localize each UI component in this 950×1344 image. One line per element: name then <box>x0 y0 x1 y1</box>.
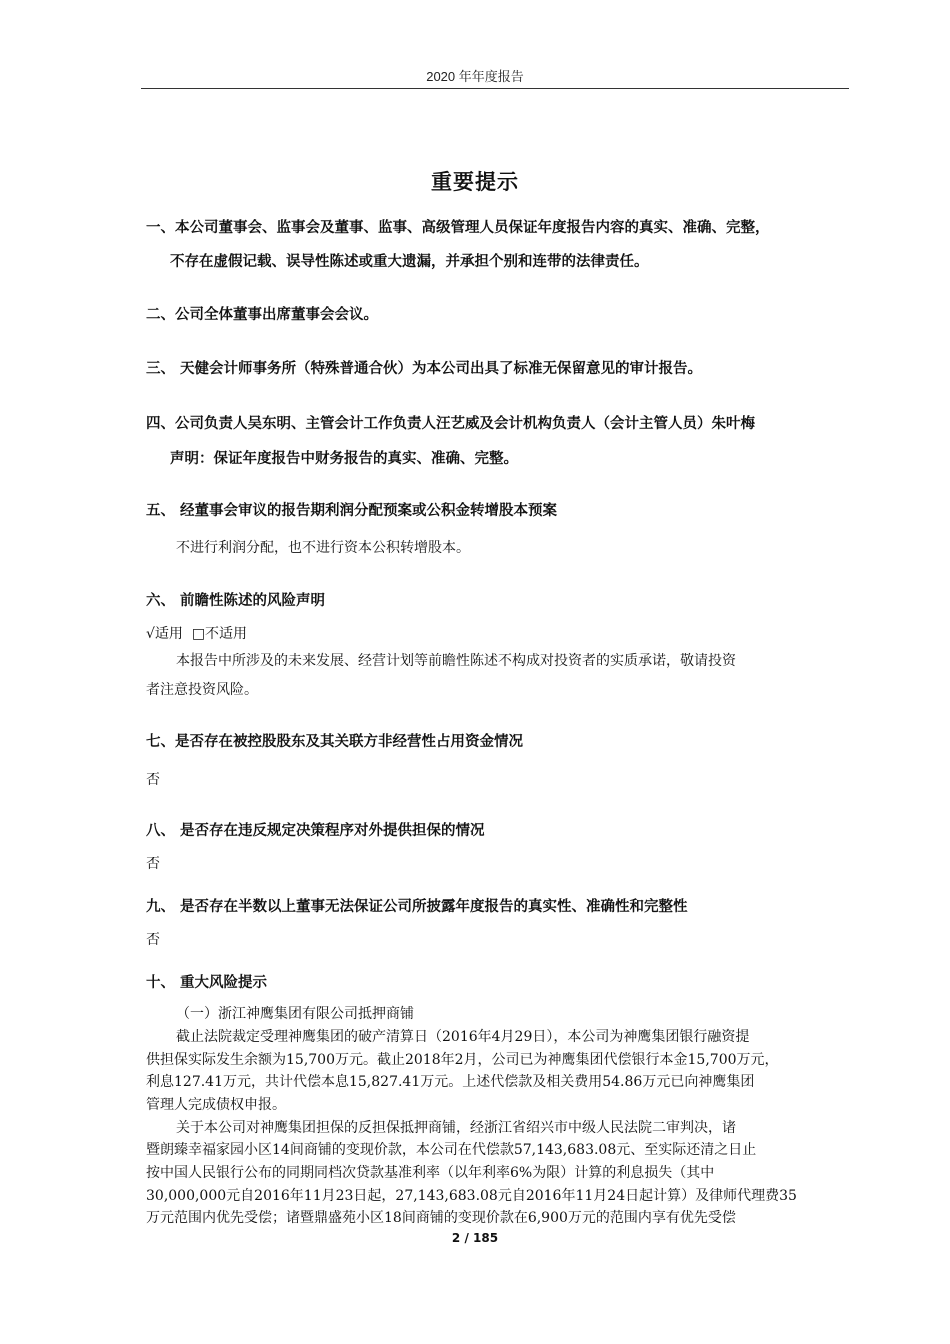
item-6-body-line-2: 者注意投资风险。 <box>146 682 258 698</box>
item-10-para-1-line-1: 截止法院裁定受理神鹰集团的破产清算日（2016年4月29日），本公司为神鹰集团银行融资提 <box>176 1029 750 1045</box>
item-6-heading: 六、 前瞻性陈述的风险声明 <box>146 593 326 609</box>
page-title: 重要提示 <box>431 170 519 194</box>
item-10-heading: 十、 重大风险提示 <box>146 975 268 991</box>
item-4-line-2: 声明：保证年度报告中财务报告的真实、准确、完整。 <box>170 451 518 467</box>
item-7-heading: 七、是否存在被控股股东及其关联方非经营性占用资金情况 <box>146 734 523 750</box>
item-1-line-1: 一、本公司董事会、监事会及董事、监事、高级管理人员保证年度报告内容的真实、准确、完整， <box>146 220 770 236</box>
item-10-para-1-line-3: 利息127.41万元，共计代偿本息15,827.41万元。上述代偿款及相关费用54.86万元已向神鹰集团 <box>146 1074 755 1090</box>
item-5-heading: 五、 经董事会审议的报告期利润分配预案或公积金转增股本预案 <box>146 503 558 519</box>
item-10-para-2-line-3: 按中国人民银行公布的同期同档次贷款基准利率（以年利率6%为限）计算的利息损失（其中 <box>146 1165 715 1181</box>
item-8-heading: 八、 是否存在违反规定决策程序对外提供担保的情况 <box>146 823 485 839</box>
running-header: 2020 年年度报告 <box>426 69 524 84</box>
item-4-line-1: 四、公司负责人吴东明、主管会计工作负责人汪艺威及会计机构负责人（会计主管人员）朱叶梅 <box>146 416 755 432</box>
applicability-options <box>146 624 247 644</box>
page-number: 2 / 185 <box>451 1231 499 1245</box>
item-10-para-2-line-4: 30,000,000元自2016年11月23日起，27,143,683.08元自2016年11月24日起计算）及律师代理费35 <box>146 1188 797 1204</box>
item-6-body-line-1: 本报告中所涉及的未来发展、经营计划等前瞻性陈述不构成对投资者的实质承诺，敬请投资 <box>176 653 736 669</box>
item-9-heading: 九、 是否存在半数以上董事无法保证公司所披露年度报告的真实性、准确性和完整性 <box>146 899 688 915</box>
item-2: 二、公司全体董事出席董事会会议。 <box>146 307 378 323</box>
item-7-answer: 否 <box>146 772 160 788</box>
item-10-subheading: （一）浙江神鹰集团有限公司抵押商铺 <box>176 1006 414 1022</box>
item-9-answer: 否 <box>146 932 160 948</box>
item-10-para-2-line-2: 暨朗臻幸福家园小区14间商铺的变现价款，本公司在代偿款57,143,683.08元、至实际还清之日止 <box>146 1142 757 1158</box>
item-10-para-2-line-1: 关于本公司对神鹰集团担保的反担保抵押商铺，经浙江省绍兴市中级人民法院二审判决，诸 <box>176 1120 736 1136</box>
header-divider <box>141 88 849 89</box>
item-10-para-1-line-2: 供担保实际发生余额为15,700万元。截止2018年2月，公司已为神鹰集团代偿银行本金15,700万元， <box>146 1052 779 1068</box>
item-5-body: 不进行利润分配，也不进行资本公积转增股本。 <box>176 540 470 556</box>
item-1-line-2: 不存在虚假记载、误导性陈述或重大遗漏，并承担个别和连带的法律责任。 <box>170 254 649 270</box>
item-10-para-1-line-4: 管理人完成债权申报。 <box>146 1097 286 1113</box>
item-3: 三、 天健会计师事务所（特殊普通合伙）为本公司出具了标准无保留意见的审计报告。 <box>146 361 703 377</box>
item-10-para-2-line-5: 万元范围内优先受偿；诸暨鼎盛苑小区18间商铺的变现价款在6,900万元的范围内享有优先受偿 <box>146 1210 736 1226</box>
option-applicable: √适用 <box>146 626 183 642</box>
item-8-answer: 否 <box>146 856 160 872</box>
option-not-applicable: □不适用 <box>191 626 248 642</box>
